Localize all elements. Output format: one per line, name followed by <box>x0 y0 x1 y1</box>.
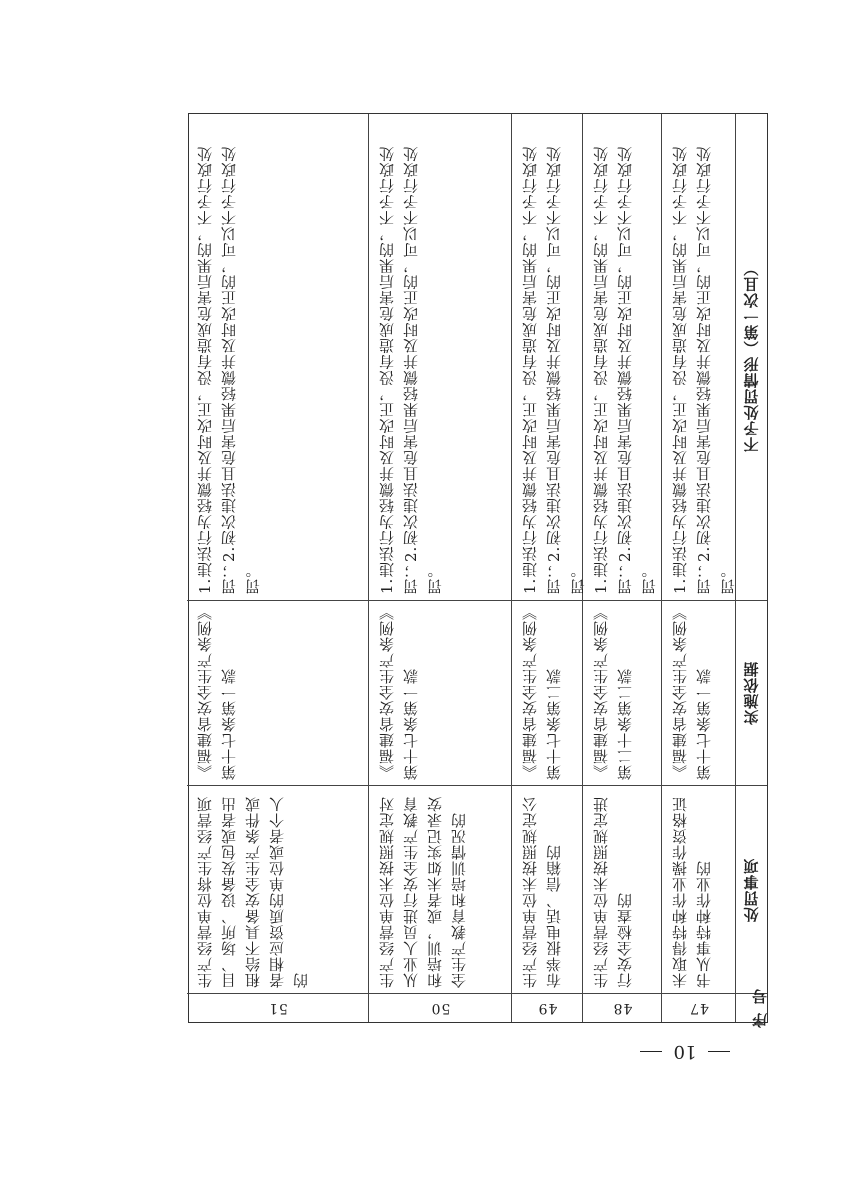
row-50-standard: 1.违法行为轻微并及时改正，没有造成危害后果的，不予行政处罚；2.初次违法且危害后果轻微并及时改正的，可以不予行政处罚。 <box>378 145 444 594</box>
row-48-standard: 1.违法行为轻微并及时改正，没有造成危害后果的，不予行政处罚；2.初次违法且危害后果轻微并及时改正的，可以不予行政处罚。 <box>592 145 658 594</box>
row-50-seq: 50 <box>430 1000 451 1016</box>
row-51-item: 生产经营单位将生产经营项目、场所、设备发包或者出租给不具备安全生产条件或者相应资质的单位或者个人的 <box>196 796 310 988</box>
row-48-item: 生产经营单位未按照规定进行安全检查的 <box>592 796 634 988</box>
row-48-basis: 《福建省安全生产条例》第二十条第二款 <box>592 611 634 780</box>
row-47-seq: 47 <box>689 1000 709 1016</box>
header-basis: 实施依据 <box>742 661 761 726</box>
page-number: 10 <box>673 1041 697 1063</box>
row-49-standard: 1.违法行为轻微并及时改正，没有造成危害后果的，不予行政处罚；2.初次违法且危害后果轻微并及时改正的，可以不予行政处罚。 <box>521 145 587 594</box>
page-number-footer <box>640 1040 730 1064</box>
row-51-basis: 《福建省安全生产条例》第十七条第一款 <box>196 611 238 780</box>
row-50-basis: 《福建省安全生产条例》第十七条第一款 <box>378 611 420 780</box>
row-47-basis: 《福建省安全生产条例》第十七条第一款 <box>671 611 713 780</box>
penalty-table <box>188 113 768 1029</box>
footer-dash-right <box>640 1052 662 1053</box>
row-50-item: 生产经营单位未按照规定对从业人员进行安全生产教育和培训，或者未如实记录安全生产教育和培训情况的 <box>378 796 468 988</box>
row-49-seq: 49 <box>537 1000 558 1016</box>
row-47-item: 未取得特种作业操作资格证书从事特种作业的 <box>671 796 713 988</box>
header-standard: 不予处罚情形（第一次且） <box>742 260 761 453</box>
row-49-basis: 《福建省安全生产条例》第十七条第二款 <box>521 611 563 780</box>
row-51-standard: 1.违法行为轻微并及时改正，没有造成危害后果的，不予行政处罚；2.初次违法且危害后果轻微并及时改正的，可以不予行政处罚。 <box>196 145 262 594</box>
footer-dash-left <box>708 1052 730 1053</box>
row-51-seq: 51 <box>268 1000 288 1016</box>
header-seq: 序号 <box>750 987 767 1029</box>
row-49-item: 生产经营单位未按照规定公布举报电话、信箱的 <box>521 796 563 988</box>
rotated-page <box>188 113 768 1029</box>
row-48-seq: 48 <box>612 1000 633 1016</box>
header-item: 处罚事项 <box>742 858 761 922</box>
row-47-standard: 1.违法行为轻微并及时改正，没有造成危害后果的，不予行政处罚；2.初次违法且危害后果轻微并及时改正的，可以不予行政处罚。 <box>671 145 737 594</box>
